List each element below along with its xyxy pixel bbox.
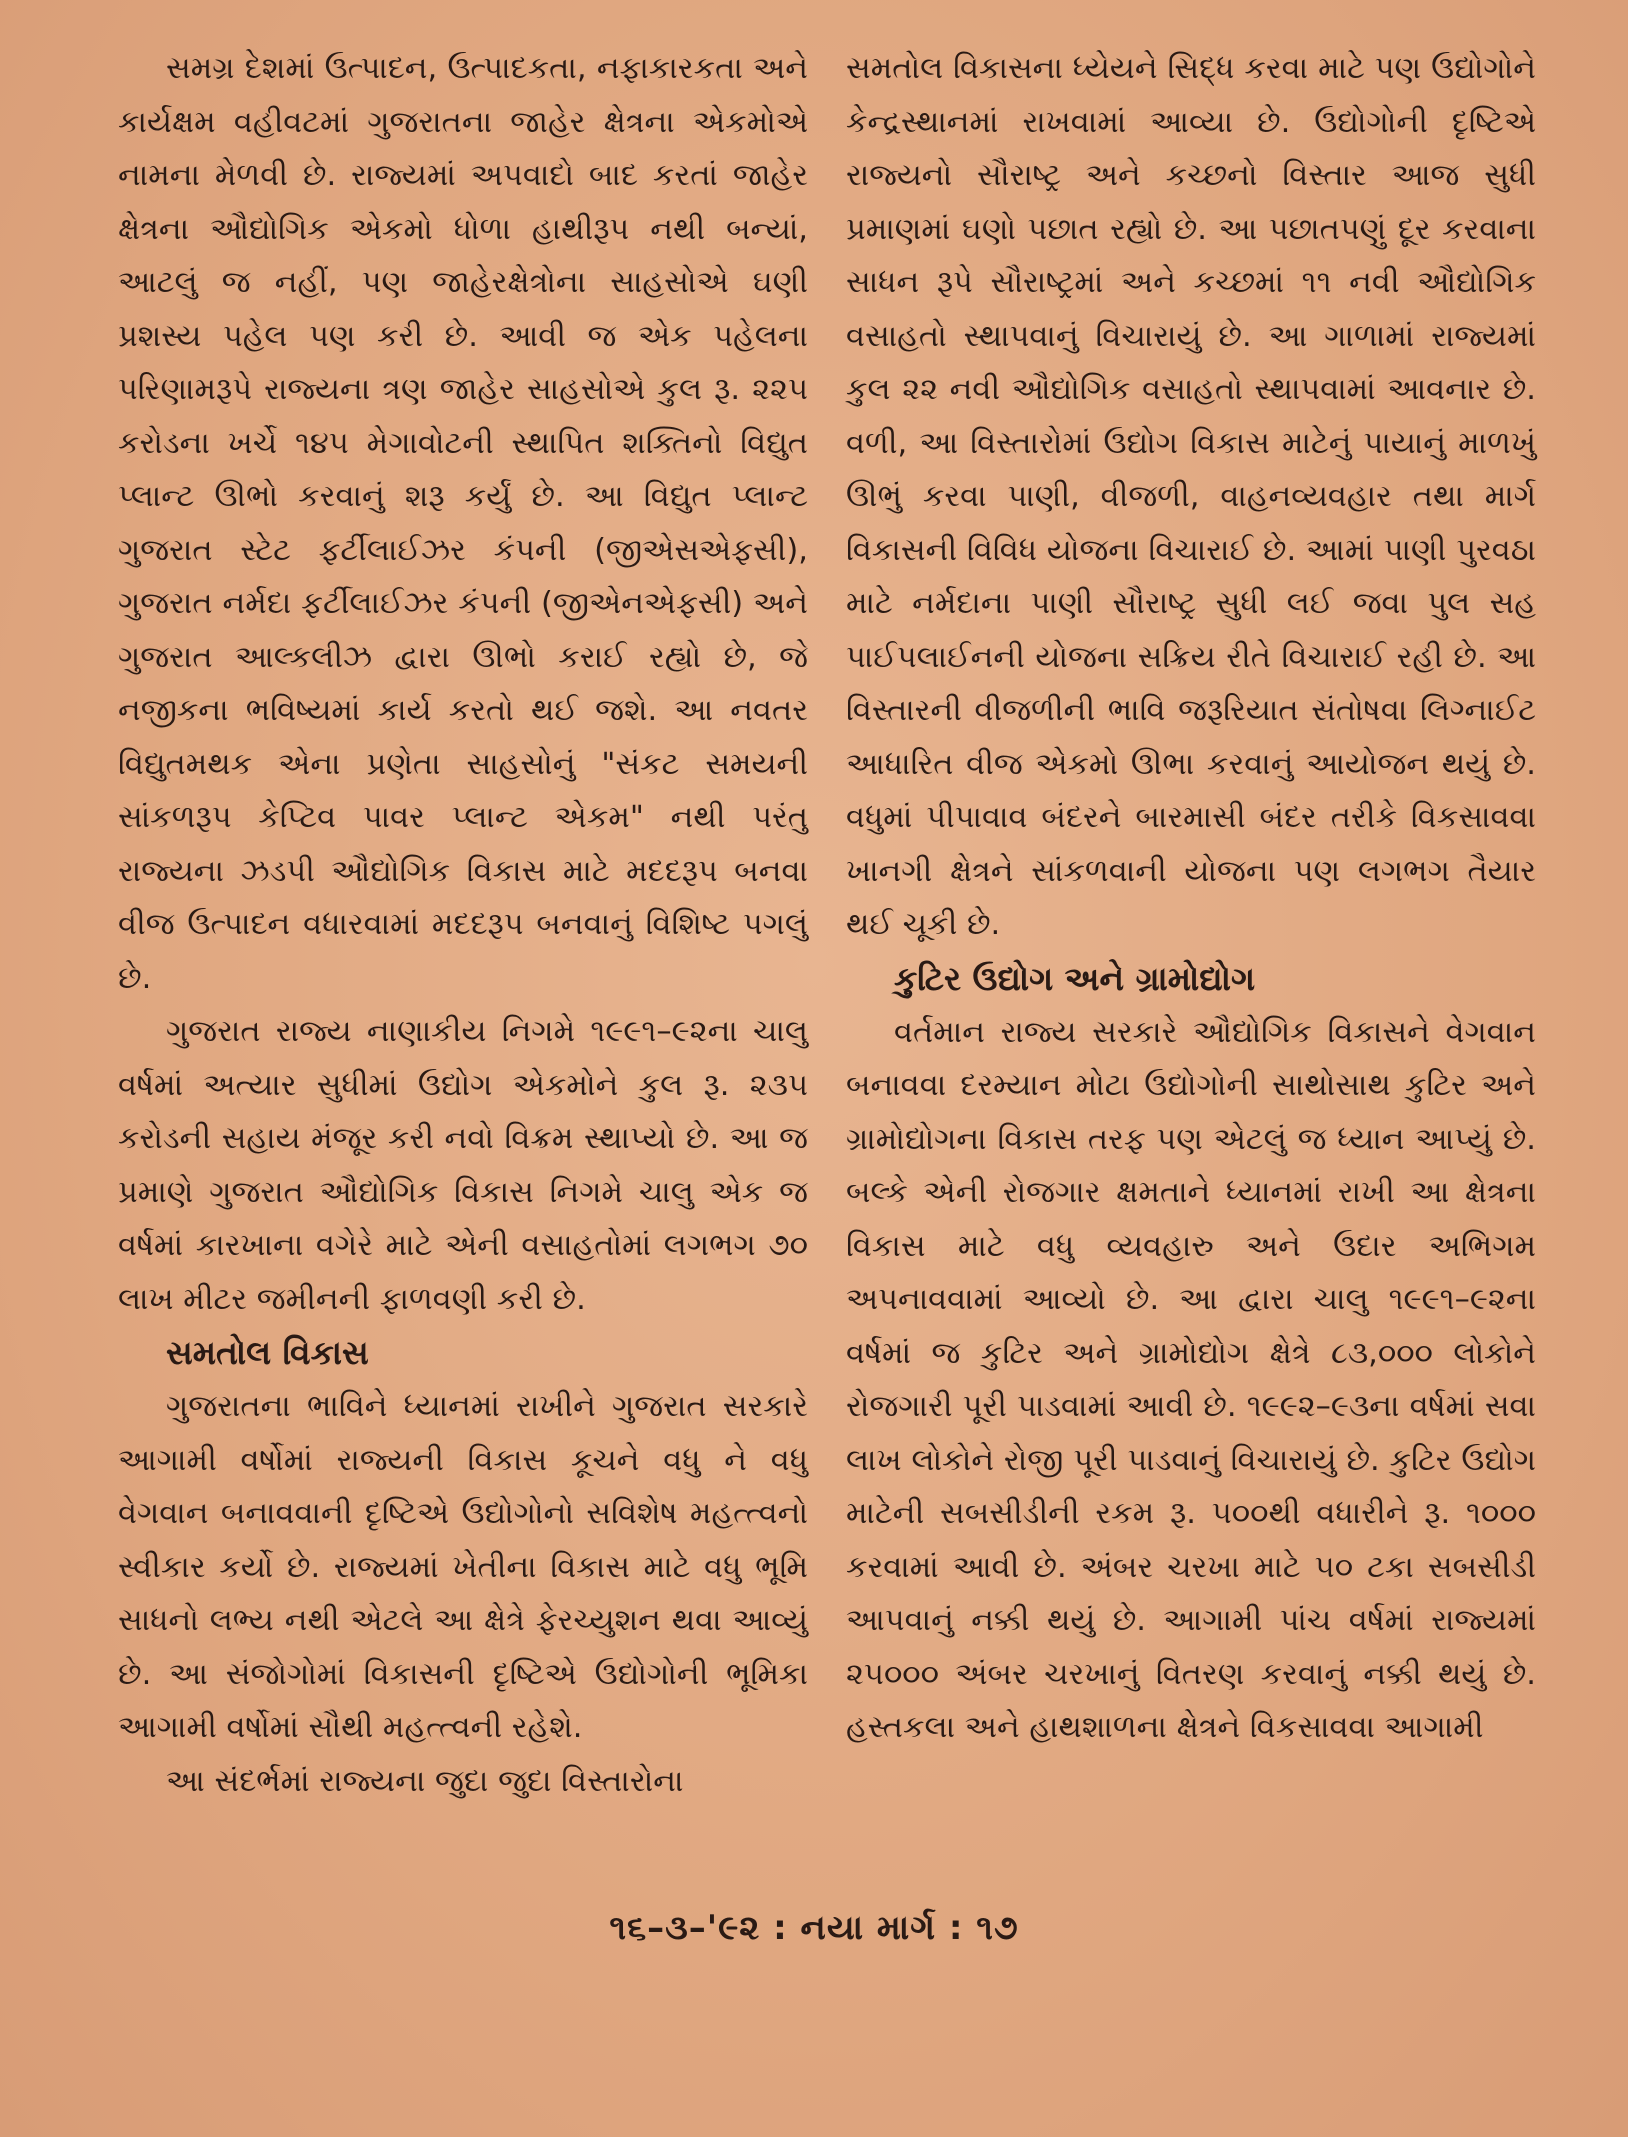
right-paragraph-2: વર્તમાન રાજ્ય સરકારે ઔદ્યોગિક વિકાસને વેગવાન બનાવવા દરમ્યાન મોટા ઉદ્યોગોની સાથોસાથ કુટિર અને ગ્રામોદ્યોગના વિકાસ તરફ પણ એટલું જ ધ્યાન આપ્યું છે. બલ્કે એની રોજગાર ક્ષમતાને ધ્યાનમાં રાખી આ ક્ષેત્રના વિકાસ માટે વધુ વ્યવહારુ અને ઉદાર અભિગમ અપનાવવામાં આવ્યો છે. આ દ્વારા ચાલુ ૧૯૯૧–૯૨ના વર્ષમાં જ કુટિર અને ગ્રામોદ્યોગ ક્ષેત્રે ૮૩,૦૦૦ લોકોને રોજગારી પૂરી પાડવામાં આવી છે. ૧૯૯૨–૯૩ના વર્ષમાં સવા લાખ લોકોને રોજી પૂરી પાડવાનું વિચારાયું છે. કુટિર ઉદ્યોગ માટેની સબસીડીની રકમ રૂ. ૫૦૦થી વધારીને રૂ. ૧૦૦૦ કરવામાં આવી છે. અંબર ચરખા માટે ૫૦ ટકા સબસીડી આપવાનું નક્કી થયું છે. આગામી પાંચ વર્ષમાં રાજ્યમાં ૨૫૦૦૦ અંબર ચરખાનું વિતરણ કરવાનું નક્કી થયું છે. હસ્તકલા અને હાથશાળના ક્ષેત્રને વિકસાવવા આગામી	[846, 1014, 1536, 1745]
left-paragraph-1: સમગ્ર દેશમાં ઉત્પાદન, ઉત્પાદકતા, નફાકારકતા અને કાર્યક્ષમ વહીવટમાં ગુજરાતના જાહેર ક્ષેત્રના એકમોએ નામના મેળવી છે. રાજ્યમાં અપવાદો બાદ કરતાં જાહેર ક્ષેત્રના ઔદ્યોગિક એકમો ધોળા હાથીરૂપ નથી બન્યાં, આટલું જ નહીં, પણ જાહેરક્ષેત્રોના સાહસોએ ઘણી પ્રશસ્ય પહેલ પણ કરી છે. આવી જ એક પહેલના પરિણામરૂપે રાજ્યના ત્રણ જાહેર સાહસોએ કુલ રૂ. ૨૨૫ કરોડના ખર્ચે ૧૪૫ મેગાવોટની સ્થાપિત શક્તિનો વિદ્યુત પ્લાન્ટ ઊભો કરવાનું શરૂ કર્યું છે. આ વિદ્યુત પ્લાન્ટ ગુજરાત સ્ટેટ ફર્ટીલાઈઝર કંપની (જીએસએફસી), ગુજરાત નર્મદા ફર્ટીલાઈઝર કંપની (જીએનએફસી) અને ગુજરાત આલ્કલીઝ દ્વારા ઊભો કરાઈ રહ્યો છે, જે નજીકના ભવિષ્યમાં કાર્ય કરતો થઈ જશે. આ નવતર વિદ્યુતમથક એના પ્રણેતા સાહસોનું "સંકટ સમયની સાંકળરૂપ કેપ્ટિવ પાવર પ્લાન્ટ એકમ" નથી પરંતુ રાજ્યના ઝડપી ઔદ્યોગિક વિકાસ માટે મદદરૂપ બનવા વીજ ઉત્પાદન વધારવામાં મદદરૂપ બનવાનું વિશિષ્ટ પગલું છે.	[118, 51, 808, 996]
section-heading-balanced-development: સમતોલ વિકાસ	[166, 1333, 369, 1372]
left-column	[118, 42, 808, 1808]
left-paragraph-2: ગુજરાત રાજ્ય નાણાકીય નિગમે ૧૯૯૧–૯૨ના ચાલુ વર્ષમાં અત્યાર સુધીમાં ઉદ્યોગ એકમોને કુલ રૂ. ૨૩૫ કરોડની સહાય મંજૂર કરી નવો વિક્રમ સ્થાપ્યો છે. આ જ પ્રમાણે ગુજરાત ઔદ્યોગિક વિકાસ નિગમે ચાલુ એક જ વર્ષમાં કારખાના વગેરે માટે એની વસાહતોમાં લગભગ ૭૦ લાખ મીટર જમીનની ફાળવણી કરી છે.	[118, 1014, 808, 1317]
left-paragraph-4: આ સંદર્ભમાં રાજ્યના જુદા જુદા વિસ્તારોના	[166, 1763, 684, 1799]
page-footer: ૧૬–૩–'૯૨ : નયા માર્ગ : ૧૭	[609, 1908, 1019, 1948]
left-paragraph-3: ગુજરાતના ભાવિને ધ્યાનમાં રાખીને ગુજરાત સરકારે આગામી વર્ષોમાં રાજ્યની વિકાસ કૂચને વધુ ને વધુ વેગવાન બનાવવાની દૃષ્ટિએ ઉદ્યોગોનો સવિશેષ મહત્ત્વનો સ્વીકાર કર્યો છે. રાજ્યમાં ખેતીના વિકાસ માટે વધુ ભૂમિ સાધનો લભ્ય નથી એટલે આ ક્ષેત્રે ફેરચ્યુશન થવા આવ્યું છે. આ સંજોગોમાં વિકાસની દૃષ્ટિએ ઉદ્યોગોની ભૂમિકા આગામી વર્ષોમાં સૌથી મહત્ત્વની રહેશે.	[118, 1389, 808, 1745]
section-heading-cottage-industry: કુટિર ઉદ્યોગ અને ગ્રામોદ્યોગ	[894, 958, 1256, 998]
right-column	[846, 42, 1536, 1755]
right-paragraph-1: સમતોલ વિકાસના ધ્યેયને સિદ્ધ કરવા માટે પણ ઉદ્યોગોને કેન્દ્રસ્થાનમાં રાખવામાં આવ્યા છે. ઉદ્યોગોની દૃષ્ટિએ રાજ્યનો સૌરાષ્ટ્ર અને કચ્છનો વિસ્તાર આજ સુધી પ્રમાણમાં ઘણો પછાત રહ્યો છે. આ પછાતપણું દૂર કરવાના સાધન રૂપે સૌરાષ્ટ્રમાં અને કચ્છમાં ૧૧ નવી ઔદ્યોગિક વસાહતો સ્થાપવાનું વિચારાયું છે. આ ગાળામાં રાજ્યમાં કુલ ૨૨ નવી ઔદ્યોગિક વસાહતો સ્થાપવામાં આવનાર છે. વળી, આ વિસ્તારોમાં ઉદ્યોગ વિકાસ માટેનું પાયાનું માળખું ઊભું કરવા પાણી, વીજળી, વાહનવ્યવહાર તથા માર્ગ વિકાસની વિવિધ યોજના વિચારાઈ છે. આમાં પાણી પુરવઠા માટે નર્મદાના પાણી સૌરાષ્ટ્ર સુધી લઈ જવા પુલ સહ પાઈપલાઈનની યોજના સક્રિય રીતે વિચારાઈ રહી છે. આ વિસ્તારની વીજળીની ભાવિ જરૂરિયાત સંતોષવા લિગ્નાઈટ આધારિત વીજ એકમો ઊભા કરવાનું આયોજન થયું છે. વધુમાં પીપાવાવ બંદરને બારમાસી બંદર તરીકે વિકસાવવા ખાનગી ક્ષેત્રને સાંકળવાની યોજના પણ લગભગ તૈયાર થઈ ચૂકી છે.	[846, 51, 1536, 942]
